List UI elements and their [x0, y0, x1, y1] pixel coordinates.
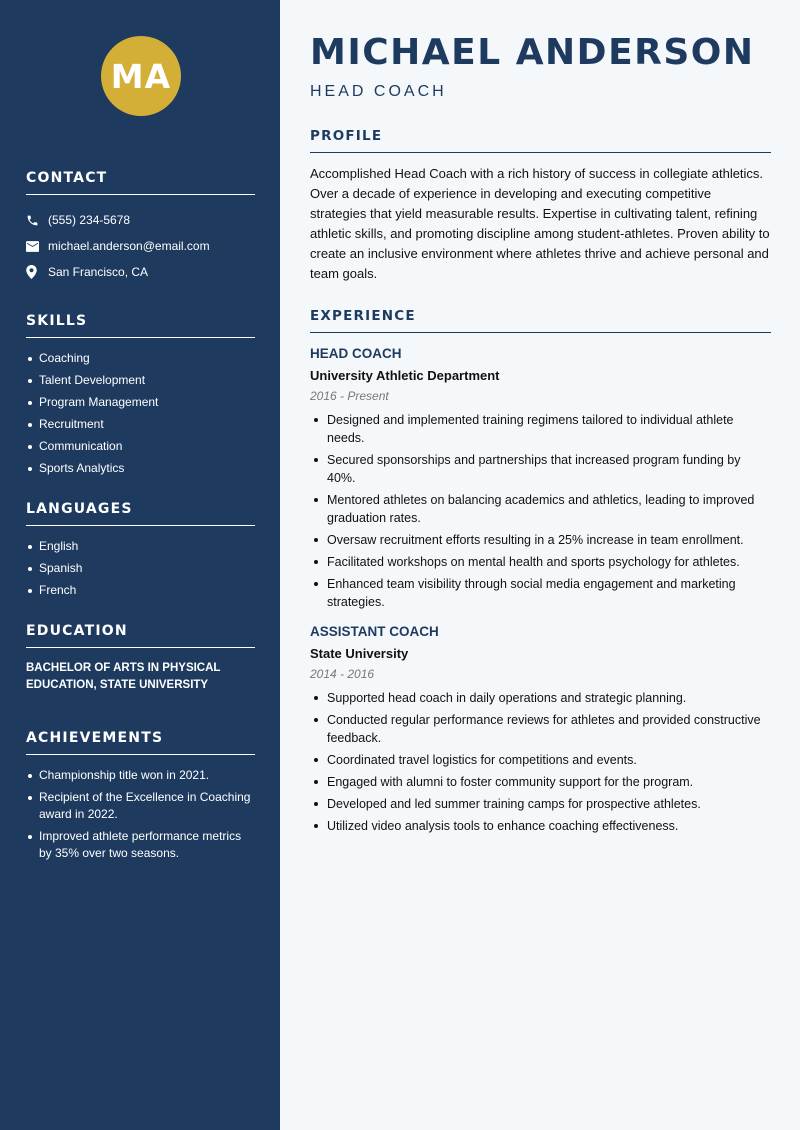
- skills-list: [26, 350, 255, 477]
- job-bullet: Developed and led summer training camps for prospective athletes.: [310, 795, 771, 813]
- location-text: San Francisco, CA: [48, 265, 149, 279]
- skills-section: [26, 313, 255, 477]
- job-bullet: Facilitated workshops on mental health and sports psychology for athletes.: [310, 553, 771, 571]
- job-bullet: Secured sponsorships and partnerships that increased program funding by 40%.: [310, 451, 771, 487]
- phone-text[interactable]: (555) 234-5678: [48, 213, 131, 227]
- profile-title: PROFILE: [310, 128, 771, 153]
- contact-phone: [26, 207, 255, 233]
- skill-item: Recruitment: [26, 416, 255, 433]
- profile-text: Accomplished Head Coach with a rich history of success in collegiate athletics. Over a decade of experience in developing and executing competitive strategies that yield measurable results. Expertise in cultivating talent, refining athletic skills, and promoting discipline among student-athletes. Proven ability to create an inclusive environment where athletes thrive and achieve personal and team goals.: [310, 166, 770, 281]
- achievements-list: [26, 767, 255, 862]
- sidebar: [0, 0, 280, 1130]
- email-text[interactable]: michael.anderson@email.com: [48, 239, 210, 253]
- achievement-item: Championship title won in 2021.: [26, 767, 255, 784]
- job-bullet: Designed and implemented training regimens tailored to individual athlete needs.: [310, 411, 771, 447]
- job-bullet: Mentored athletes on balancing academics and athletics, leading to improved graduation rates.: [310, 491, 771, 527]
- job-bullet: Coordinated travel logistics for competitions and events.: [310, 751, 771, 769]
- skill-item: Communication: [26, 438, 255, 455]
- job-bullet: Conducted regular performance reviews for athletes and provided constructive feedback.: [310, 711, 771, 747]
- languages-title: LANGUAGES: [26, 501, 255, 526]
- contact-email: [26, 233, 255, 259]
- main-content: [310, 0, 771, 839]
- experience-title: EXPERIENCE: [310, 308, 771, 333]
- contact-title: CONTACT: [26, 170, 255, 195]
- job-org: University Athletic Department: [310, 368, 500, 383]
- languages-list: [26, 538, 255, 599]
- experience-section: [310, 308, 771, 835]
- education-title: EDUCATION: [26, 623, 255, 648]
- job-title: ASSISTANT COACH: [310, 624, 439, 639]
- skill-item: Sports Analytics: [26, 460, 255, 477]
- job-bullet: Utilized video analysis tools to enhance coaching effectiveness.: [310, 817, 771, 835]
- avatar: MA: [101, 36, 181, 116]
- job-org: State University: [310, 646, 409, 661]
- skill-item: Program Management: [26, 394, 255, 411]
- language-item: English: [26, 538, 255, 555]
- job-bullets: [310, 689, 771, 835]
- contact-section: [26, 170, 255, 285]
- language-item: French: [26, 582, 255, 599]
- job-entry: [310, 346, 771, 611]
- job-bullets: [310, 411, 771, 611]
- contact-location: [26, 259, 255, 285]
- achievements-section: [26, 730, 255, 862]
- profile-section: [310, 128, 771, 284]
- email-icon: [26, 241, 48, 252]
- candidate-role: HEAD COACH: [310, 83, 447, 100]
- job-dates: 2016 - Present: [310, 389, 389, 403]
- job-bullet: Engaged with alumni to foster community support for the program.: [310, 773, 771, 791]
- job-entry: [310, 624, 771, 835]
- phone-icon: [26, 214, 48, 227]
- job-bullet: Oversaw recruitment efforts resulting in a 25% increase in team enrollment.: [310, 531, 771, 549]
- achievements-title: ACHIEVEMENTS: [26, 730, 255, 755]
- skill-item: Talent Development: [26, 372, 255, 389]
- location-pin-icon: [26, 265, 48, 279]
- languages-section: [26, 501, 255, 599]
- skill-item: Coaching: [26, 350, 255, 367]
- job-title: HEAD COACH: [310, 346, 402, 361]
- education-degree: BACHELOR OF ARTS IN PHYSICAL EDUCATION, STATE UNIVERSITY: [26, 662, 221, 691]
- skills-title: SKILLS: [26, 313, 255, 338]
- job-dates: 2014 - 2016: [310, 667, 375, 681]
- candidate-name: MICHAEL ANDERSON: [310, 32, 755, 73]
- education-section: [26, 623, 255, 694]
- achievement-item: Improved athlete performance metrics by 35% over two seasons.: [26, 828, 255, 862]
- job-bullet: Enhanced team visibility through social media engagement and marketing strategies.: [310, 575, 771, 611]
- language-item: Spanish: [26, 560, 255, 577]
- achievement-item: Recipient of the Excellence in Coaching award in 2022.: [26, 789, 255, 823]
- job-bullet: Supported head coach in daily operations and strategic planning.: [310, 689, 771, 707]
